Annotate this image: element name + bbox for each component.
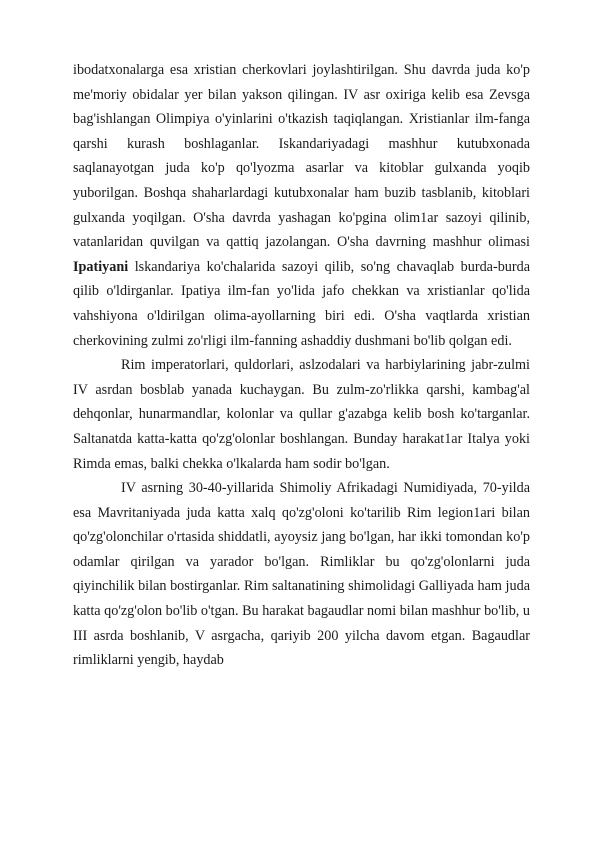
bold-name-ipatiyani: Ipatiyani <box>73 258 129 275</box>
document-page <box>73 58 530 673</box>
paragraph-1-text-end: lskandariya ko'chalarida sazoyi qilib, so'ng chavaqlab burda-burda qilib o'ldirganlar. Ipatiya ilm-fan yo'lida jafo chekkan va xristianlar qo'lida vahshiyona o'ldirilgan olima-ayollarning biri edi. O'sha vaqtlarda xristian cherkovining zulmi zo'rligi ilm-fanning ashaddiy dushmani bo'lib qolgan edi. <box>73 258 530 349</box>
paragraph-3: IV asrning 30-40-yillarida Shimoliy Afrikadagi Numidiyada, 70-yilda esa Mavritaniyada juda katta xalq qo'zg'oloni ko'tarilib Rim legion1ari bilan qo'zg'olonchilar o'rtasida shiddatli, ayoysiz jang bo'lgan, har ikki tomondan ko'p odamlar qirilgan va yarador bo'lgan. Rimliklar bu qo'zg'olonlarni juda qiyinchilik bilan bostirganlar. Rim saltanatining shimolidagi Galliyada ham juda katta qo'zg'olon bo'lib o'tgan. Bu harakat bagaudlar nomi bilan mashhur bo'lib, u III asrda boshlanib, V asrgacha, qariyib 200 yilcha davom etgan. Bagaudlar rimliklarni yengib, haydab <box>73 480 530 669</box>
paragraph-1-text-start: ibodatxonalarga esa xristian cherkovlari joylashtirilgan. Shu davrda juda ko'p me'moriy obidalar yer bilan yakson qilingan. IV asr oxiriga kelib esa Zevsga bag'ishlangan Olimpiya o'yinlarini o'tkazish taqiqlangan. Xristianlar ilm-fanga qarshi kurash boshlaganlar. Iskandariyadagi mashhur kutubxonada saqlanayotgan juda ko'p qo'lyozma asarlar va kitoblar gulxanda yoqib yuborilgan. Boshqa shaharlardagi kutubxonalar ham buzib tasblanib, kitoblari gulxanda yoqilgan. O'sha davrda yashagan ko'pgina olim1ar sazoyi qilinib, vatanlaridan quvilgan va qattiq jazolangan. O'sha davrning mashhur olimasi <box>73 62 530 251</box>
paragraph-1 <box>73 58 530 353</box>
paragraph-2: Rim imperatorlari, quldorlari, aslzodalari va harbiylarining jabr-zulmi IV asrdan bosblab yanada kuchaygan. Bu zulm-zo'rlikka qarshi, kambag'al dehqonlar, hunarmandlar, kolonlar va qullar g'azabga kelib bosh ko'targanlar. Saltanatda katta-katta qo'zg'olonlar boshlangan. Bunday harakat1ar Italya yoki Rimda emas, balki chekka o'lkalarda ham sodir bo'lgan. <box>73 357 530 472</box>
